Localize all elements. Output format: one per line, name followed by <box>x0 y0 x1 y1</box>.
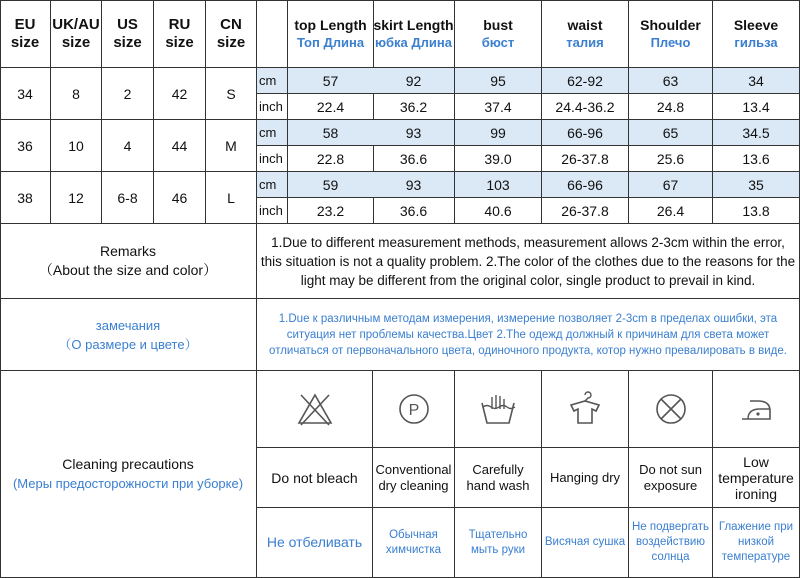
care-cell-1 <box>373 371 455 448</box>
no-sun-icon <box>651 389 691 429</box>
header-ru-label: RU size <box>165 15 194 51</box>
no-bleach-icon <box>295 389 335 429</box>
care-label-ru: Обычная химчистка <box>373 508 455 578</box>
header-ru <box>154 0 206 68</box>
unit-label-cm: cm <box>257 68 288 94</box>
care-label-ru: Не отбеливать <box>257 508 373 578</box>
header-measure-ru: бюст <box>481 34 515 50</box>
size-us-cell: 6-8 <box>102 172 154 224</box>
measure-value-inch: 39.0 <box>455 146 542 172</box>
remarks-subtitle-ru: （О размере и цвете） <box>58 336 198 352</box>
care-label-ru: Глажение при низкой температуре <box>713 508 800 578</box>
header-unit-blank <box>257 0 288 68</box>
measure-value-inch: 13.4 <box>713 94 800 120</box>
remarks-text-ru <box>257 299 800 371</box>
header-measure-en: bust <box>483 16 513 33</box>
low-iron-icon <box>736 389 776 429</box>
cleaning-title-en: Cleaning precautions <box>62 456 194 472</box>
measure-value-cm: 103 <box>455 172 542 198</box>
header-measure-en: Sleeve <box>733 16 779 33</box>
remarks-label-en <box>0 224 257 299</box>
measure-value-inch: 13.8 <box>713 198 800 224</box>
size-ukau-cell: 8 <box>51 68 102 120</box>
care-label-en: Hanging dry <box>542 448 629 508</box>
header-measure-ru: гильза <box>734 34 778 50</box>
measure-value-cm: 57 <box>288 68 374 94</box>
header-ukau <box>51 0 102 68</box>
header-measure-ru: юбка Длина <box>375 34 452 50</box>
measure-value-inch: 26-37.8 <box>542 198 629 224</box>
header-measure-4 <box>629 0 713 68</box>
hang-dry-icon <box>565 389 605 429</box>
size-us-cell: 4 <box>102 120 154 172</box>
care-label-ru: Тщательно мыть руки <box>455 508 542 578</box>
measure-value-cm: 92 <box>373 68 455 94</box>
care-cell-3 <box>542 371 629 448</box>
measure-value-cm: 59 <box>288 172 374 198</box>
measure-value-cm: 93 <box>373 120 455 146</box>
measure-value-cm: 67 <box>629 172 713 198</box>
measure-value-inch: 22.8 <box>288 146 374 172</box>
care-label-ru: Висячая сушка <box>542 508 629 578</box>
header-measure-en: skirt Length <box>373 16 454 33</box>
remarks-label-ru <box>0 299 257 371</box>
measure-value-inch: 22.4 <box>288 94 374 120</box>
header-us-label: US size <box>113 15 142 51</box>
dry-clean-icon <box>394 389 434 429</box>
header-measure-en: waist <box>567 16 603 33</box>
measure-value-cm: 93 <box>373 172 455 198</box>
measure-value-inch: 26.4 <box>629 198 713 224</box>
care-cell-0 <box>257 371 373 448</box>
size-cn-cell: L <box>206 172 257 224</box>
measure-value-inch: 40.6 <box>455 198 542 224</box>
measure-value-cm: 66-96 <box>542 120 629 146</box>
care-label-en: Low temperature ironing <box>713 448 800 508</box>
measure-value-cm: 58 <box>288 120 374 146</box>
measure-value-inch: 26-37.8 <box>542 146 629 172</box>
header-eu-label: EU size <box>10 15 40 51</box>
hand-wash-icon <box>478 389 518 429</box>
measure-value-inch: 37.4 <box>455 94 542 120</box>
header-measure-ru: Топ Длина <box>296 34 365 50</box>
remarks-text-en <box>257 224 800 299</box>
cleaning-label <box>0 371 257 578</box>
remarks-title-ru: замечания <box>95 317 161 333</box>
size-ukau-cell: 10 <box>51 120 102 172</box>
header-measure-ru: Плечо <box>650 34 691 50</box>
unit-label-inch: inch <box>257 94 288 120</box>
size-us-cell: 2 <box>102 68 154 120</box>
measure-value-inch: 23.2 <box>288 198 374 224</box>
care-label-en: Do not sun exposure <box>629 448 713 508</box>
measure-value-inch: 36.6 <box>373 146 455 172</box>
size-cn-cell: M <box>206 120 257 172</box>
measure-value-inch: 25.6 <box>629 146 713 172</box>
header-measure-0 <box>288 0 374 68</box>
remarks-title-en: Remarks <box>99 243 156 259</box>
size-ukau-cell: 12 <box>51 172 102 224</box>
remarks-body-ru: 1.Due к различным методам измерения, измерение позволяет 2-3cm в пределах ошибки, эта ситуация нет проблемы качества.Цвет 2.The одежд должный к причинам для света может отличаться от первоначального цвета, одиночного продукта, котор нужно превалировать в виде. <box>269 312 787 357</box>
care-label-en: Do not bleach <box>257 448 373 508</box>
header-measure-en: top Length <box>294 16 367 33</box>
measure-value-inch: 36.2 <box>373 94 455 120</box>
remarks-body-en: 1.Due to different measurement methods, measurement allows 2-3cm within the error, this situation is not a quality problem. 2.The color of the clothes due to the reasons for the light may be different from the original color, single product to prevail in kind. <box>260 234 796 288</box>
header-measure-3 <box>542 0 629 68</box>
measure-value-inch: 24.8 <box>629 94 713 120</box>
measure-value-cm: 35 <box>713 172 800 198</box>
size-eu-cell: 36 <box>0 120 51 172</box>
header-ukau-label: UK/AU size <box>52 15 100 51</box>
header-measure-ru: талия <box>566 34 604 50</box>
care-label-en: Carefully hand wash <box>455 448 542 508</box>
svg-text:P: P <box>408 402 419 419</box>
header-cn-label: CN size <box>216 15 246 51</box>
unit-label-inch: inch <box>257 146 288 172</box>
care-cell-4 <box>629 371 713 448</box>
header-measure-1 <box>373 0 455 68</box>
size-eu-cell: 38 <box>0 172 51 224</box>
size-ru-cell: 46 <box>154 172 206 224</box>
measure-value-inch: 36.6 <box>373 198 455 224</box>
size-eu-cell: 34 <box>0 68 51 120</box>
measure-value-cm: 99 <box>455 120 542 146</box>
care-label-ru: Не подвергать воздействию солнца <box>629 508 713 578</box>
header-eu <box>0 0 51 68</box>
measure-value-cm: 63 <box>629 68 713 94</box>
care-cell-2 <box>455 371 542 448</box>
remarks-subtitle-en: （About the size and color） <box>38 262 218 278</box>
unit-label-cm: cm <box>257 172 288 198</box>
measure-value-inch: 13.6 <box>713 146 800 172</box>
header-measure-2 <box>455 0 542 68</box>
measure-value-inch: 24.4-36.2 <box>542 94 629 120</box>
size-ru-cell: 44 <box>154 120 206 172</box>
unit-label-inch: inch <box>257 198 288 224</box>
measure-value-cm: 95 <box>455 68 542 94</box>
cleaning-title-ru: (Меры предосторожности при уборке) <box>12 476 244 491</box>
measure-value-cm: 34 <box>713 68 800 94</box>
size-cn-cell: S <box>206 68 257 120</box>
header-cn <box>206 0 257 68</box>
unit-label-cm: cm <box>257 120 288 146</box>
header-measure-en: Shoulder <box>640 16 701 33</box>
measure-value-cm: 66-96 <box>542 172 629 198</box>
header-us <box>102 0 154 68</box>
measure-value-cm: 65 <box>629 120 713 146</box>
care-cell-5 <box>713 371 800 448</box>
size-ru-cell: 42 <box>154 68 206 120</box>
measure-value-cm: 34.5 <box>713 120 800 146</box>
measure-value-cm: 62-92 <box>542 68 629 94</box>
header-measure-5 <box>713 0 800 68</box>
care-label-en: Conventional dry cleaning <box>373 448 455 508</box>
